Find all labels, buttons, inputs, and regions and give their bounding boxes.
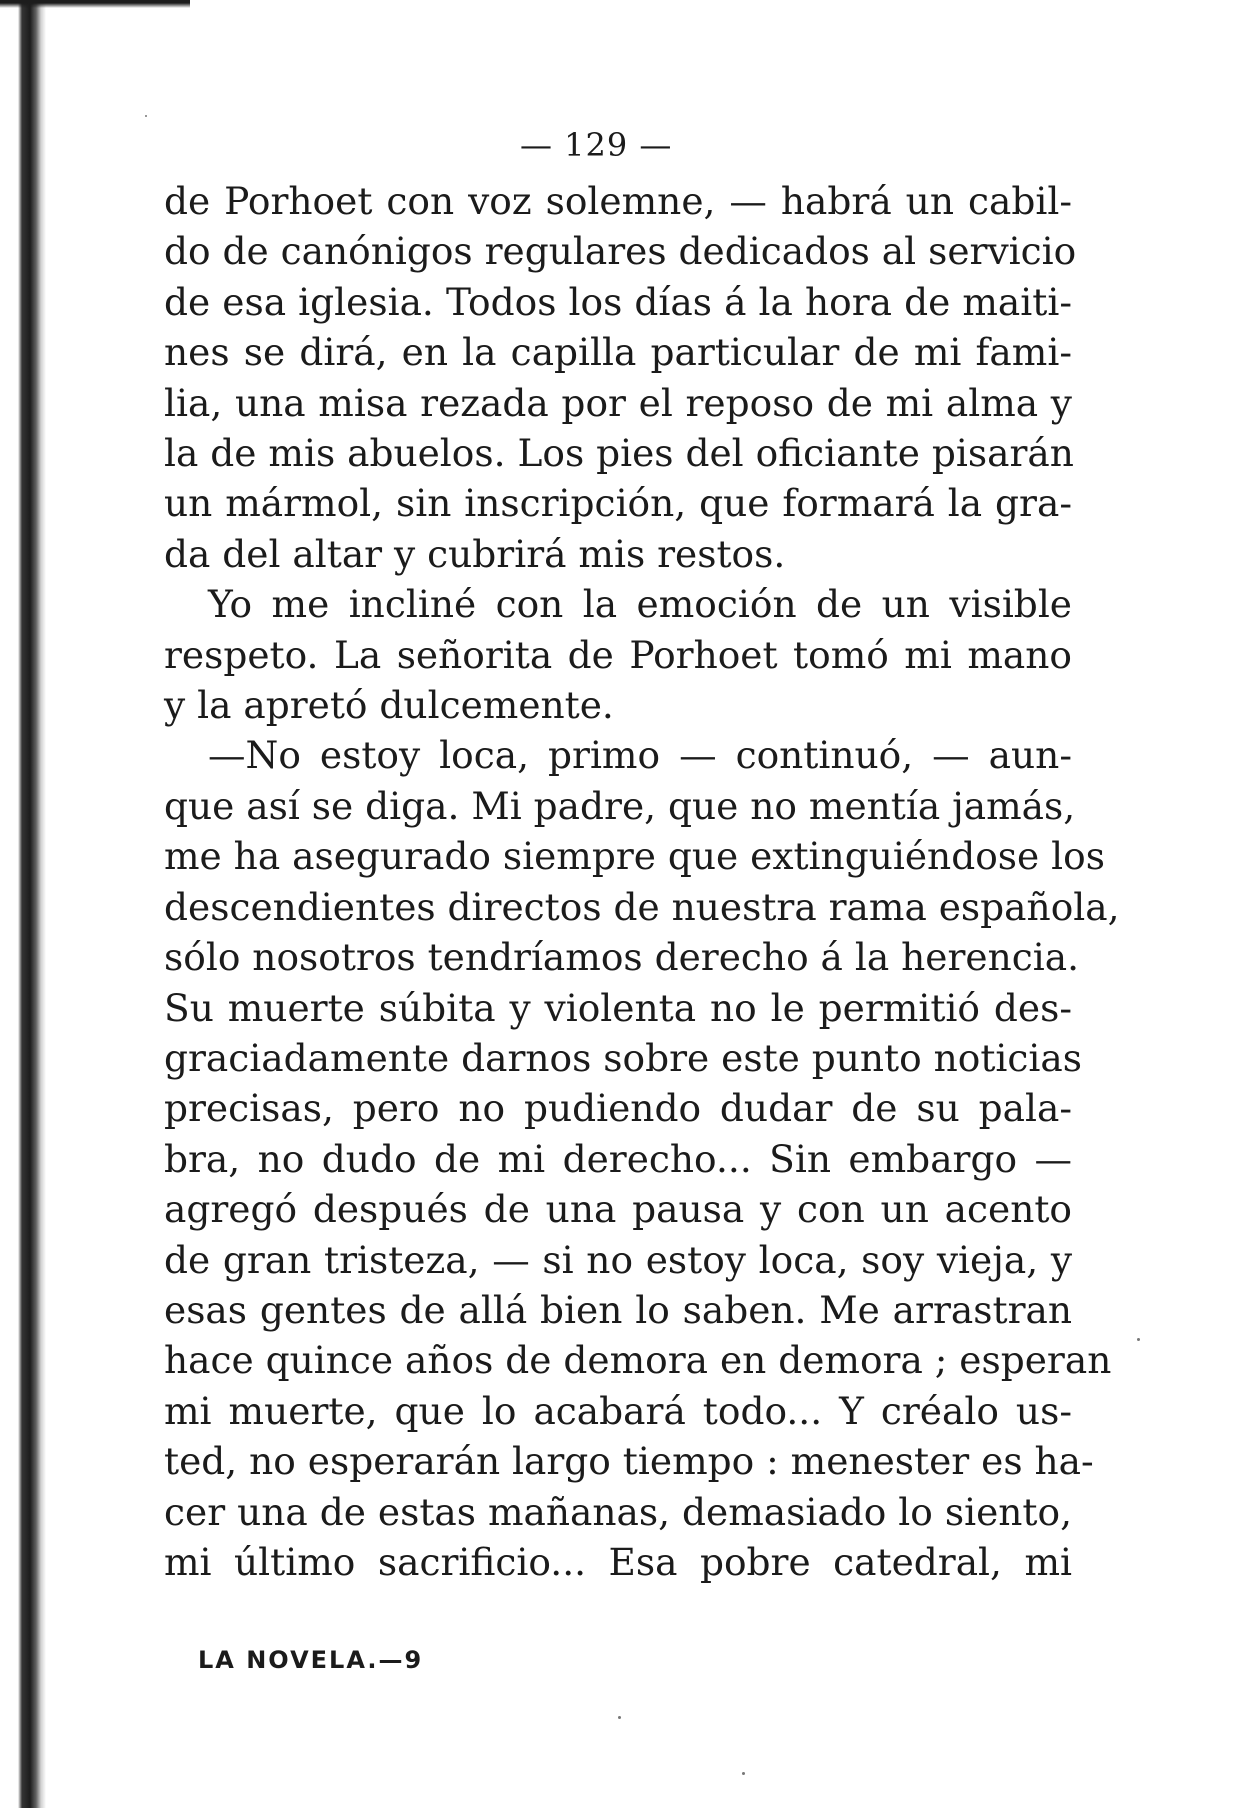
body-text — [164, 176, 1120, 1587]
text-line: me ha asegurado siempre que extinguiéndose los — [164, 834, 1105, 879]
text-line: hace quince años de demora en demora ; esperan — [164, 1338, 1112, 1383]
text-line: de Porhoet con voz solemne, — habrá un cabil- — [164, 179, 1072, 223]
text-line: respeto. La señorita de Porhoet tomó mi mano — [164, 632, 1072, 677]
text-line: mi último sacrificio... Esa pobre catedral, mi — [164, 1539, 1072, 1584]
paper-speck — [145, 115, 147, 117]
text-line: graciadamente darnos sobre este punto noticias — [164, 1035, 1083, 1080]
text-line: sólo nosotros tendríamos derecho á la herencia. — [164, 935, 1079, 980]
text-line: y la apretó dulcemente. — [164, 683, 614, 728]
text-line: de gran tristeza, — si no estoy loca, soy vieja, y — [164, 1237, 1072, 1282]
paper-speck — [1137, 1338, 1140, 1341]
text-line: da del altar y cubrirá mis restos. — [164, 531, 786, 576]
text-line: que así se diga. Mi padre, que no mentía jamás, — [164, 783, 1076, 828]
signature-mark: LA NOVELA.—9 — [198, 1646, 424, 1674]
text-line: cer una de estas mañanas, demasiado lo siento, — [164, 1489, 1072, 1534]
text-line: Su muerte súbita y violenta no le permitió des- — [164, 985, 1072, 1030]
paper-speck — [742, 1772, 745, 1775]
text-line: de esa iglesia. Todos los días á la hora de maiti- — [164, 279, 1072, 324]
page-number: — 129 — — [520, 126, 673, 164]
text-line: agregó después de una pausa y con un acento — [164, 1187, 1072, 1232]
binding-shadow — [0, 0, 46, 1808]
text-line: descendientes directos de nuestra rama española, — [164, 884, 1120, 929]
text-line: —No estoy loca, primo — continuó, — aun- — [208, 733, 1072, 778]
text-line: mi muerte, que lo acabará todo... Y créalo us- — [164, 1388, 1072, 1433]
text-line: lia, una misa rezada por el reposo de mi alma y — [164, 380, 1072, 425]
text-line: un mármol, sin inscripción, que formará la gra- — [164, 481, 1072, 526]
text-line: la de mis abuelos. Los pies del oficiante pisarán — [164, 431, 1074, 476]
text-line: do de canónigos regulares dedicados al servicio — [164, 229, 1077, 274]
text-line: precisas, pero no pudiendo dudar de su pala- — [164, 1086, 1072, 1131]
text-line: nes se dirá, en la capilla particular de mi fami- — [164, 330, 1072, 375]
text-line: bra, no dudo de mi derecho... Sin embargo — — [164, 1136, 1072, 1181]
text-line: ted, no esperarán largo tiempo : menester es ha- — [164, 1439, 1094, 1484]
paper-speck — [618, 1716, 621, 1719]
text-line: esas gentes de allá bien lo saben. Me arrastran — [164, 1287, 1072, 1332]
text-line: Yo me incliné con la emoción de un visible — [208, 582, 1072, 627]
